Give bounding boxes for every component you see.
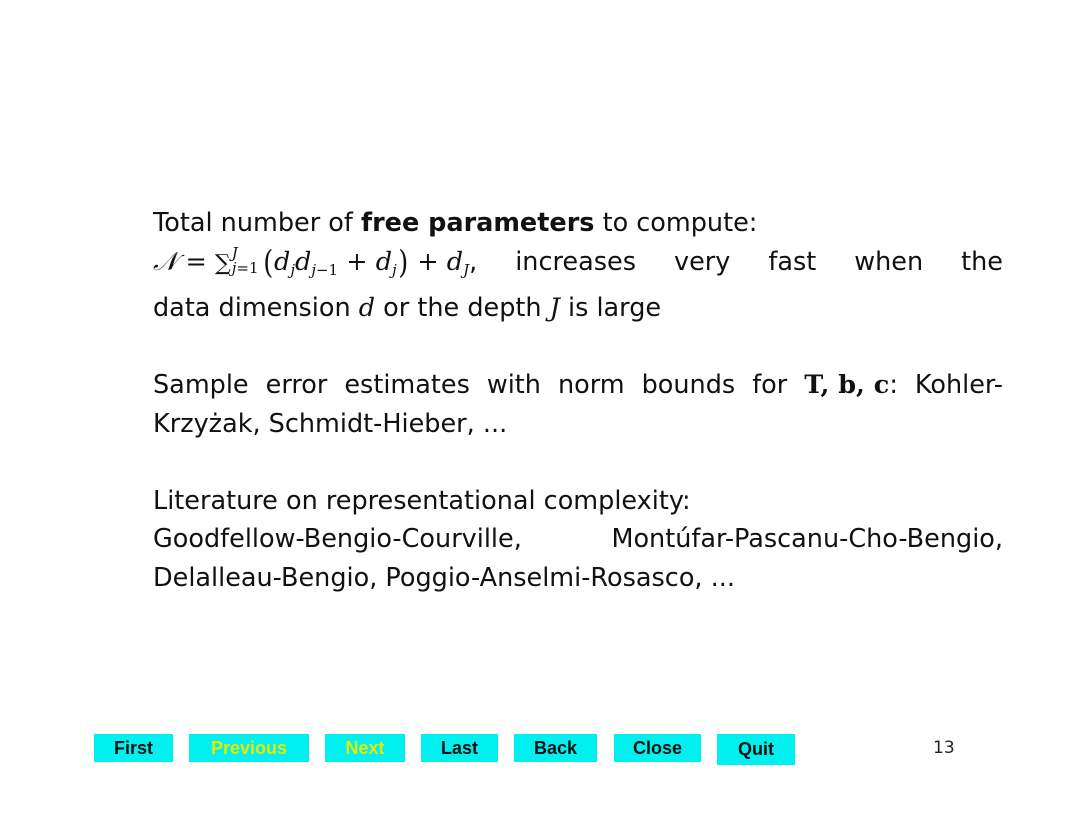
sample-word-2: error (265, 370, 328, 400)
formula-line (153, 243, 1003, 290)
paragraph-free-parameters (153, 204, 1003, 328)
slide-content (153, 204, 1003, 597)
formula-word-4: when (854, 246, 924, 277)
formula-lhs: 𝒩 (153, 246, 178, 277)
formula-word-2: very (673, 246, 731, 277)
sample-error-authors: Krzyżak, Schmidt-Hieber, ... (153, 408, 508, 439)
literature-author-group-2: Montúfar-Pascanu-Cho-Bengio, (611, 524, 1003, 554)
norm-bounds-colon: : (889, 370, 898, 400)
sample-word-1: Sample (153, 370, 249, 400)
sample-word-6: bounds (641, 370, 736, 400)
formula-sum-lower (231, 258, 259, 277)
close-button[interactable]: Close (614, 734, 701, 762)
page-number: 13 (933, 738, 955, 758)
parameter-count-formula (153, 243, 477, 290)
formula-sum-limits (231, 243, 259, 277)
free-parameters-line (153, 204, 1003, 243)
formula-close-paren: ) (397, 242, 408, 281)
last-button[interactable]: Last (421, 734, 498, 762)
paragraph-literature (153, 482, 1003, 598)
formula-word-5: the (961, 246, 1003, 277)
next-button[interactable]: Next (325, 734, 405, 762)
formula-word-1: increases (515, 246, 636, 277)
formula-sum-upper: J (231, 243, 238, 262)
quit-button[interactable]: Quit (717, 734, 795, 765)
large-text: is large (559, 293, 662, 323)
sample-error-line (153, 366, 1003, 405)
sample-word-3: estimates (344, 370, 470, 400)
depth-variable: J (549, 293, 560, 323)
sample-word-5: norm (557, 370, 625, 400)
sample-word-4: with (486, 370, 541, 400)
formula-body: djdj−1 + dj (274, 246, 397, 279)
navigation-bar (0, 734, 1080, 766)
norm-bounds-math (804, 366, 898, 405)
first-button[interactable]: First (94, 734, 173, 762)
formula-sum-sign: ∑ (215, 250, 231, 276)
sample-word-7: for (752, 370, 788, 400)
literature-author-group-1: Goodfellow-Bengio-Courville, (153, 524, 522, 554)
formula-open-paren: ( (262, 242, 273, 281)
sample-word-end: Kohler- (914, 370, 1003, 400)
norm-bounds-symbols: T, b, c (804, 370, 890, 400)
depth-text: or the depth (375, 293, 550, 323)
free-parameters-term: free parameters (360, 208, 595, 238)
literature-heading: Literature on representational complexity: (153, 485, 691, 516)
formula-sum-start: =1 (236, 258, 259, 277)
formula-sum-index: j (231, 258, 237, 277)
formula-tail: + dJ, (417, 246, 478, 279)
formula-word-3: fast (768, 246, 817, 277)
dimension-text: data dimension (153, 293, 359, 323)
dimension-variable: d (358, 293, 376, 323)
paragraph-sample-error (153, 366, 1003, 443)
dimension-depth-line (153, 289, 1003, 328)
literature-authors-line-1 (153, 520, 1003, 559)
back-button[interactable]: Back (514, 734, 597, 762)
formula-equals: = (185, 246, 207, 277)
literature-authors-line-2: Delalleau-Bengio, Poggio-Anselmi-Rosasco, ... (153, 562, 735, 593)
free-parameters-intro: Total number of (153, 208, 361, 238)
free-parameters-suffix: to compute: (594, 208, 758, 238)
previous-button[interactable]: Previous (189, 734, 309, 762)
